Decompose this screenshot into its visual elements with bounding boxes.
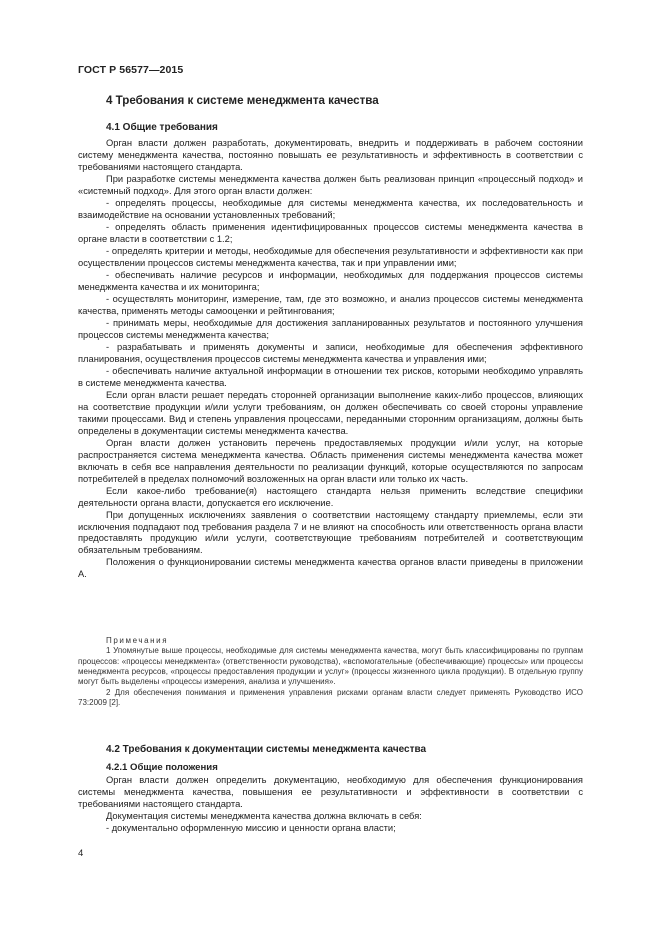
section-4-title: 4 Требования к системе менеджмента качества	[106, 94, 379, 107]
paragraph: Положения о функционировании системы менеджмента качества органов власти приведены в приложении А.	[78, 557, 583, 580]
list-item: - обеспечивать наличие актуальной информации в отношении тех рисков, которыми необходимо управлять в системе менеджмента качества.	[78, 365, 583, 388]
note-item: 2 Для обеспечения понимания и применения управления рисками органам власти следует применять Руководство ИСО 73:2009 [2].	[78, 687, 583, 708]
list-item: - определять критерии и методы, необходимые для обеспечения результативности и эффективности как при осуществлении процессов системы менеджмента качества, так и при управлении ими;	[78, 245, 583, 268]
list-item: - принимать меры, необходимые для достижения запланированных результатов и постоянного улучшения процессов системы менеджмента качества;	[78, 317, 583, 340]
paragraph: Если орган власти решает передать сторонней организации выполнение каких-либо процессов, влияющих на соответствие продукции и/или услуги требованиям, он должен обеспечивать со своей стороны управление такими процессами. Вид и степень управления процессами, переданными сторонним организациям, должны быть определены в документации системы менеджмента качества.	[78, 389, 583, 436]
paragraph: Если какое-либо требование(я) настоящего стандарта нельзя применить вследствие специфики деятельности органа власти, допускается его исключение.	[78, 485, 583, 508]
section-4-1-title: 4.1 Общие требования	[106, 122, 218, 133]
list-item: - разрабатывать и применять документы и записи, необходимые для обеспечения эффективного планирования, осуществления процессов системы менеджмента качества и управления ими;	[78, 341, 583, 364]
paragraph: Орган власти должен установить перечень предоставляемых продукции и/или услуг, на которые распространяется система менеджмента качества. Область применения системы менеджмента качества может включать в себя все направления деятельности по реализации функций, которые осуществляются по запросам потребителей в пределах полномочий возложенных на орган власти или только их часть.	[78, 437, 583, 484]
section-4-2-title: 4.2 Требования к документации системы менеджмента качества	[106, 744, 427, 755]
list-item: - обеспечивать наличие ресурсов и информации, необходимых для поддержания процессов системы менеджмента качества и их мониторинга;	[78, 269, 583, 292]
notes-title: Примечания	[106, 636, 169, 645]
page-number: 4	[78, 848, 84, 859]
paragraph: При допущенных исключениях заявления о соответствии настоящему стандарту приемлемы, если эти исключения подпадают под требования раздела 7 и не влияют на способность или ответственность органа власти предоставлять продукцию и/или услуги, соответствующие требованиям потребителей и соответствующим обязательным требованиям.	[78, 509, 583, 556]
list-item: - документально оформленную миссию и ценности органа власти;	[106, 822, 396, 833]
notes-block	[78, 636, 583, 708]
standard-code: ГОСТ Р 56577—2015	[78, 64, 184, 76]
section-4-2-1-title: 4.2.1 Общие положения	[106, 762, 218, 773]
paragraph: Орган власти должен определить документацию, необходимую для обеспечения функционирования системы менеджмента качества, повышения ее результативности и эффективности в соответствии с требованиями настоящего стандарта.	[78, 775, 583, 809]
list-item: - осуществлять мониторинг, измерение, там, где это возможно, и анализ процессов системы менеджмента качества, применять методы самооценки и рейтингования;	[78, 293, 583, 316]
paragraph: При разработке системы менеджмента качества должен быть реализован принцип «процессный подход» и «системный подход». Для этого орган власти должен:	[78, 173, 583, 196]
paragraph: Документация системы менеджмента качества должна включать в себя:	[106, 810, 422, 821]
note-item: 1 Упомянутые выше процессы, необходимые для системы менеджмента качества, могут быть классифицированы по группам процессов: «процессы менеджмента» (ответственности руководства), «вспомогательные (обеспечивающие) процессы» или процессы менеджмента ресурсов, «процессы предоставления продукции и услуг» (процессы жизненного цикла продукции). В отдельную группу могут быть выделены «процессы измерения, анализа и улучшения».	[78, 646, 583, 687]
list-item: - определять область применения идентифицированных процессов системы менеджмента качества в органе власти в соответствии с 1.2;	[78, 221, 583, 244]
list-item: - определять процессы, необходимые для системы менеджмента качества, их последовательность и взаимодействие на основании установленных требований;	[78, 197, 583, 220]
paragraph: Орган власти должен разработать, документировать, внедрить и поддерживать в рабочем состоянии систему менеджмента качества, постоянно повышать ее результативность и эффективность в соответствии с требованиями настоящего стандарта.	[78, 138, 583, 172]
section-4-2-1-body	[78, 775, 583, 835]
section-4-1-body	[78, 138, 583, 581]
